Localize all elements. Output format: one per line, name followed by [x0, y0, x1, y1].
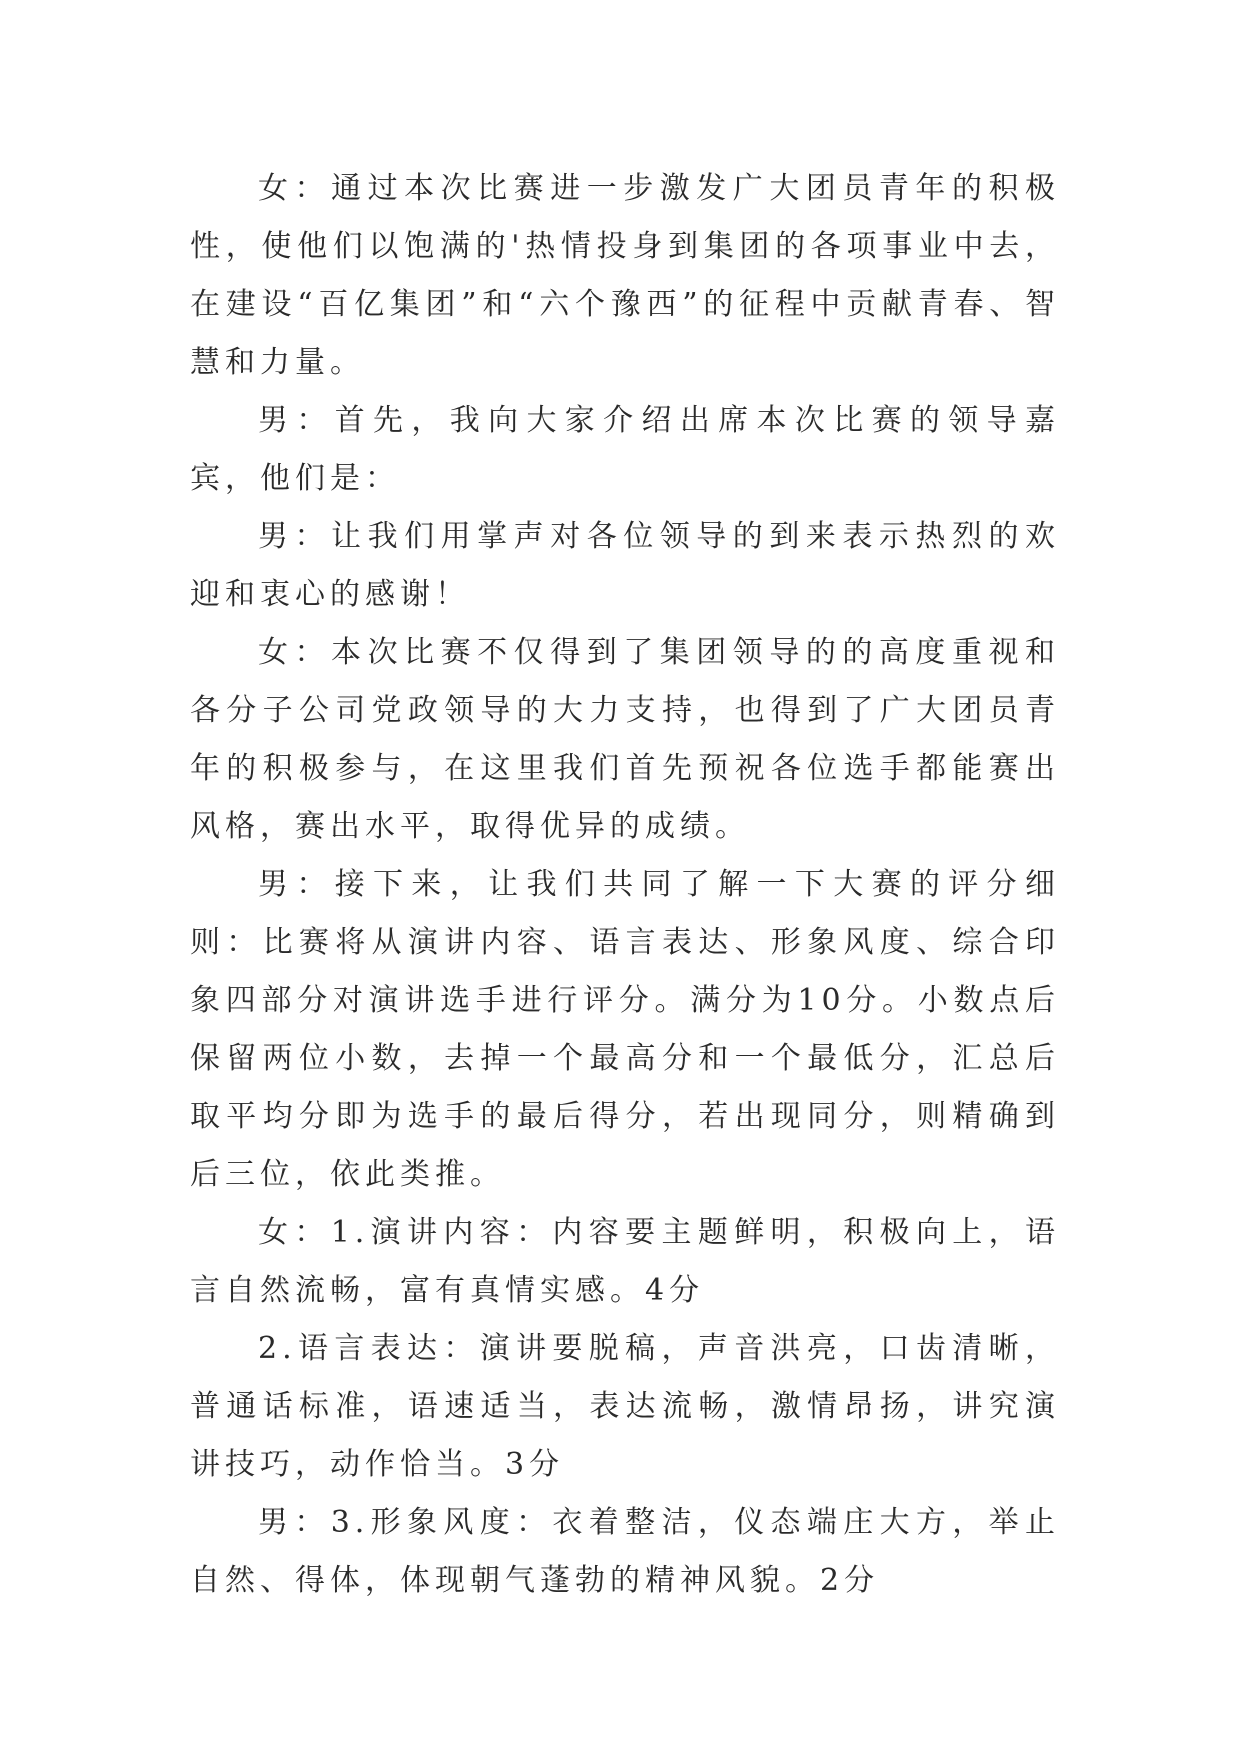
paragraph-2: 男：首先，我向大家介绍出席本次比赛的领导嘉宾，他们是： — [190, 403, 1060, 496]
paragraph-5: 男：接下来，让我们共同了解一下大赛的评分细则：比赛将从演讲内容、语言表达、形象风度、综合印象四部分对演讲选手进行评分。满分为10分。小数点后保留两位小数，去掉一个最高分和一个最低分，汇总后取平均分即为选手的最后得分，若出现同分，则精确到后三位，依此类推。 — [190, 867, 1060, 1192]
paragraph-6: 女：1.演讲内容：内容要主题鲜明，积极向上，语言自然流畅，富有真情实感。4分 — [190, 1215, 1060, 1308]
paragraph-8: 男：3.形象风度：衣着整洁，仪态端庄大方，举止自然、得体，体现朝气蓬勃的精神风貌。2分 — [190, 1505, 1060, 1598]
document-page — [190, 160, 1060, 1610]
paragraph-1: 女：通过本次比赛进一步激发广大团员青年的积极性，使他们以饱满的'热情投身到集团的各项事业中去，在建设“百亿集团”和“六个豫西”的征程中贡献青春、智慧和力量。 — [190, 171, 1060, 380]
paragraph-4: 女：本次比赛不仅得到了集团领导的的高度重视和各分子公司党政领导的大力支持，也得到了广大团员青年的积极参与，在这里我们首先预祝各位选手都能赛出风格，赛出水平，取得优异的成绩。 — [190, 635, 1060, 844]
paragraph-3: 男：让我们用掌声对各位领导的到来表示热烈的欢迎和衷心的感谢！ — [190, 519, 1060, 612]
paragraph-7: 2.语言表达：演讲要脱稿，声音洪亮，口齿清晰，普通话标准，语速适当，表达流畅，激情昂扬，讲究演讲技巧，动作恰当。3分 — [190, 1331, 1060, 1482]
